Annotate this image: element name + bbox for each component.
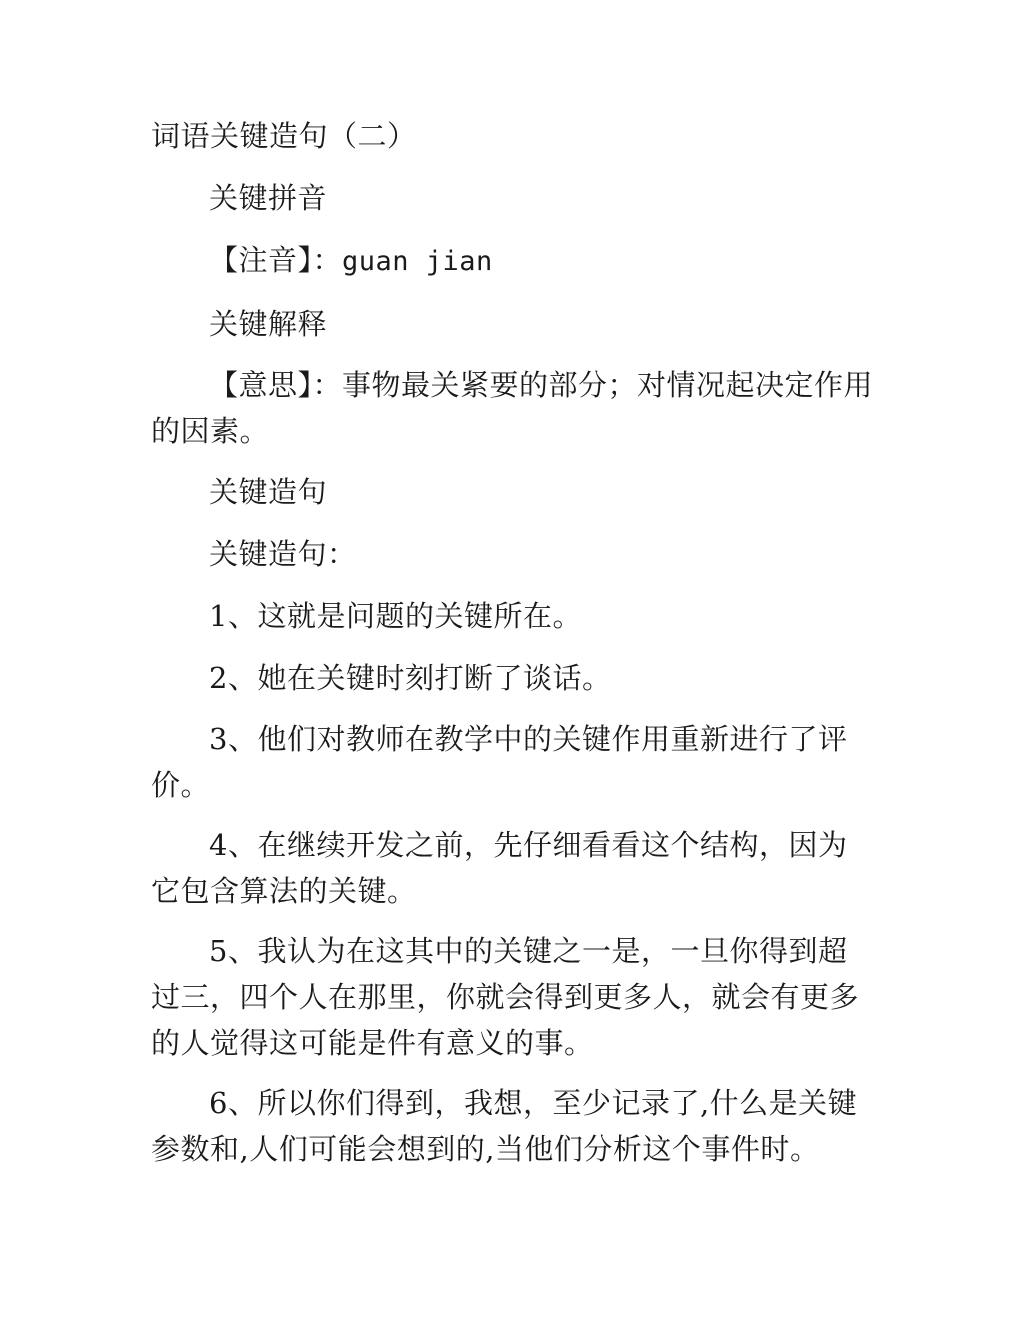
sentence-item: 3、他们对教师在教学中的关键作用重新进行了评价。 <box>151 722 848 802</box>
zhuyin-label: 【注音】： <box>209 243 343 277</box>
sentence-item: 5、我认为在这其中的关键之一是，一旦你得到超过三，四个人在那里，你就会得到更多人，就会有更多的人觉得这可能是件有意义的事。 <box>151 934 860 1060</box>
heading-sentences: 关键造句 <box>209 475 328 509</box>
sentence-item: 4、在继续开发之前，先仔细看看这个结构，因为它包含算法的关键。 <box>151 828 848 908</box>
sentence-item: 6、所以你们得到，我想，至少记录了,什么是关键参数和,人们可能会想到的,当他们分析这个事件时。 <box>151 1086 858 1166</box>
meaning-paragraph: 【意思】：事物最关紧要的部分；对情况起决定作用的因素。 <box>151 368 874 448</box>
document-body <box>151 112 873 1172</box>
document-title: 词语关键造句（二） <box>151 119 417 153</box>
sentence-item: 1、这就是问题的关键所在。 <box>209 599 582 633</box>
heading-explanation: 关键解释 <box>209 307 328 341</box>
zhuyin-line <box>151 236 873 286</box>
sentence-item: 2、她在关键时刻打断了谈话。 <box>209 661 612 695</box>
sentences-label: 关键造句： <box>209 537 357 571</box>
zhuyin-value: guan jian <box>342 246 493 277</box>
heading-pinyin: 关键拼音 <box>209 181 328 215</box>
